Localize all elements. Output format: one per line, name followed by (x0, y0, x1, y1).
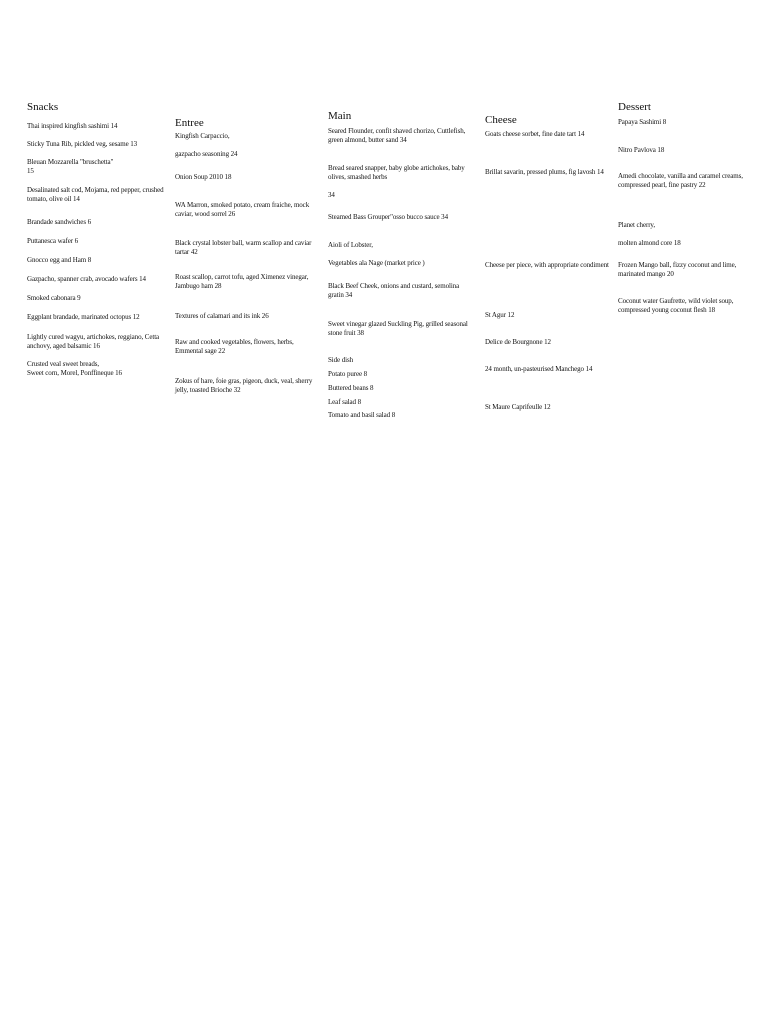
menu-item: Planet cherry, molten almond core 18 (618, 221, 681, 247)
menu-item: 24 month, un-pasteurised Manchego 14 (485, 365, 593, 373)
cheese-heading: Cheese (485, 114, 517, 126)
menu-item: Coconut water Gaufrette, wild violet soup, compressed young coconut flesh 18 (618, 297, 734, 314)
menu-item: Potato puree 8 (328, 370, 368, 378)
menu-item: Black crystal lobster ball, warm scallop and caviar tartar 42 (175, 239, 312, 256)
menu-item: Side dish (328, 356, 353, 364)
entree-column (175, 117, 321, 394)
menu-item: Kingfish Carpaccio, gazpacho seasoning 24 (175, 132, 238, 158)
menu-item: Amedi chocolate, vanilla and caramel creams, compressed pearl, fine pastry 22 (618, 172, 743, 189)
menu-item: Raw and cooked vegetables, flowers, herbs, Emmental sage 22 (175, 338, 294, 355)
menu-item: Textures of calamari and its ink 26 (175, 312, 269, 320)
menu-item: Eggplant brandade, marinated octopus 12 (27, 313, 140, 321)
menu-item: Thai inspired kingfish sashimi 14 (27, 122, 118, 130)
menu-item: Papaya Sashimi 8 (618, 118, 667, 126)
menu-item: Desalinated salt cod, Mojama, red pepper, crushed tomato, olive oil 14 (27, 186, 164, 203)
menu-item: Tomato and basil salad 8 (328, 411, 396, 419)
menu-item: Sweet vinegar glazed Suckling Pig, grilled seasonal stone fruit 38 (328, 320, 468, 337)
menu-item: Lightly cured wagyu, artichokes, reggiano, Cetta anchovy, aged balsamic 16 (27, 333, 160, 350)
menu-item: Bread seared snapper, baby globe artichokes, baby olives, smashed herbs 34 (328, 164, 465, 199)
menu-item: Brillat savarin, pressed plums, fig lavosh 14 (485, 168, 604, 176)
menu-item: Cheese per piece, with appropriate condiment (485, 261, 609, 269)
entree-heading: Entree (175, 117, 204, 129)
menu-item: St Maure Caprifeulle 12 (485, 403, 551, 411)
menu-item: Zokus of hare, foie gras, pigeon, duck, veal, sherry jelly, toasted Brioche 32 (175, 377, 313, 394)
menu-item: Gazpacho, spanner crab, avocado wafers 14 (27, 275, 146, 283)
dessert-column (618, 101, 764, 314)
dessert-heading: Dessert (618, 101, 651, 113)
menu-item: Bleuan Mozzarella "bruschetta" 15 (27, 158, 114, 175)
cheese-column (485, 114, 631, 411)
menu-item: Nitro Pavlova 18 (618, 146, 665, 154)
menu-item: Seared Flounder, confit shaved chorizo, Cuttlefish, green almond, butter sand 34 (328, 127, 466, 144)
snacks-heading: Snacks (27, 101, 59, 113)
menu-item: St Agur 12 (485, 311, 515, 319)
menu-item: Goats cheese sorbet, fine date tart 14 (485, 130, 585, 138)
main-column (328, 110, 474, 419)
menu-item: WA Marron, smoked potato, cream fraiche, mock caviar, wood sorrel 26 (175, 201, 310, 218)
menu-item: Sticky Tuna Rib, pickled veg, sesame 13 (27, 140, 138, 148)
main-heading: Main (328, 110, 352, 122)
menu-item: Frozen Mango ball, fizzy coconut and lime, marinated mango 20 (618, 261, 737, 278)
menu-item: Aioli of Lobster, Vegetables ala Nage (market price ) (328, 241, 425, 267)
menu-item: Smoked cabonara 9 (27, 294, 81, 302)
menu-item: Roast scallop, carrot tofu, aged Ximenez vinegar, Jambugo ham 28 (175, 273, 309, 290)
menu-item: Onion Soup 2010 18 (175, 173, 232, 181)
snacks-column (27, 101, 173, 377)
menu-item: Black Beef Cheek, onions and custard, semolina gratin 34 (328, 282, 460, 299)
menu-item: Delice de Bourgnone 12 (485, 338, 551, 346)
menu-item: Leaf salad 8 (328, 398, 362, 406)
menu-item: Puttanesca wafer 6 (27, 237, 79, 245)
menu-item: Steamed Bass Grouper"osso bucco sauce 34 (328, 213, 448, 221)
menu-item: Brandade sandwiches 6 (27, 218, 91, 226)
menu-item: Buttered beans 8 (328, 384, 374, 392)
menu-item: Crusted veal sweet breads, Sweet corn, Morel, Ponffineque 16 (27, 360, 122, 377)
menu-item: Gnocco egg and Ham 8 (27, 256, 92, 264)
